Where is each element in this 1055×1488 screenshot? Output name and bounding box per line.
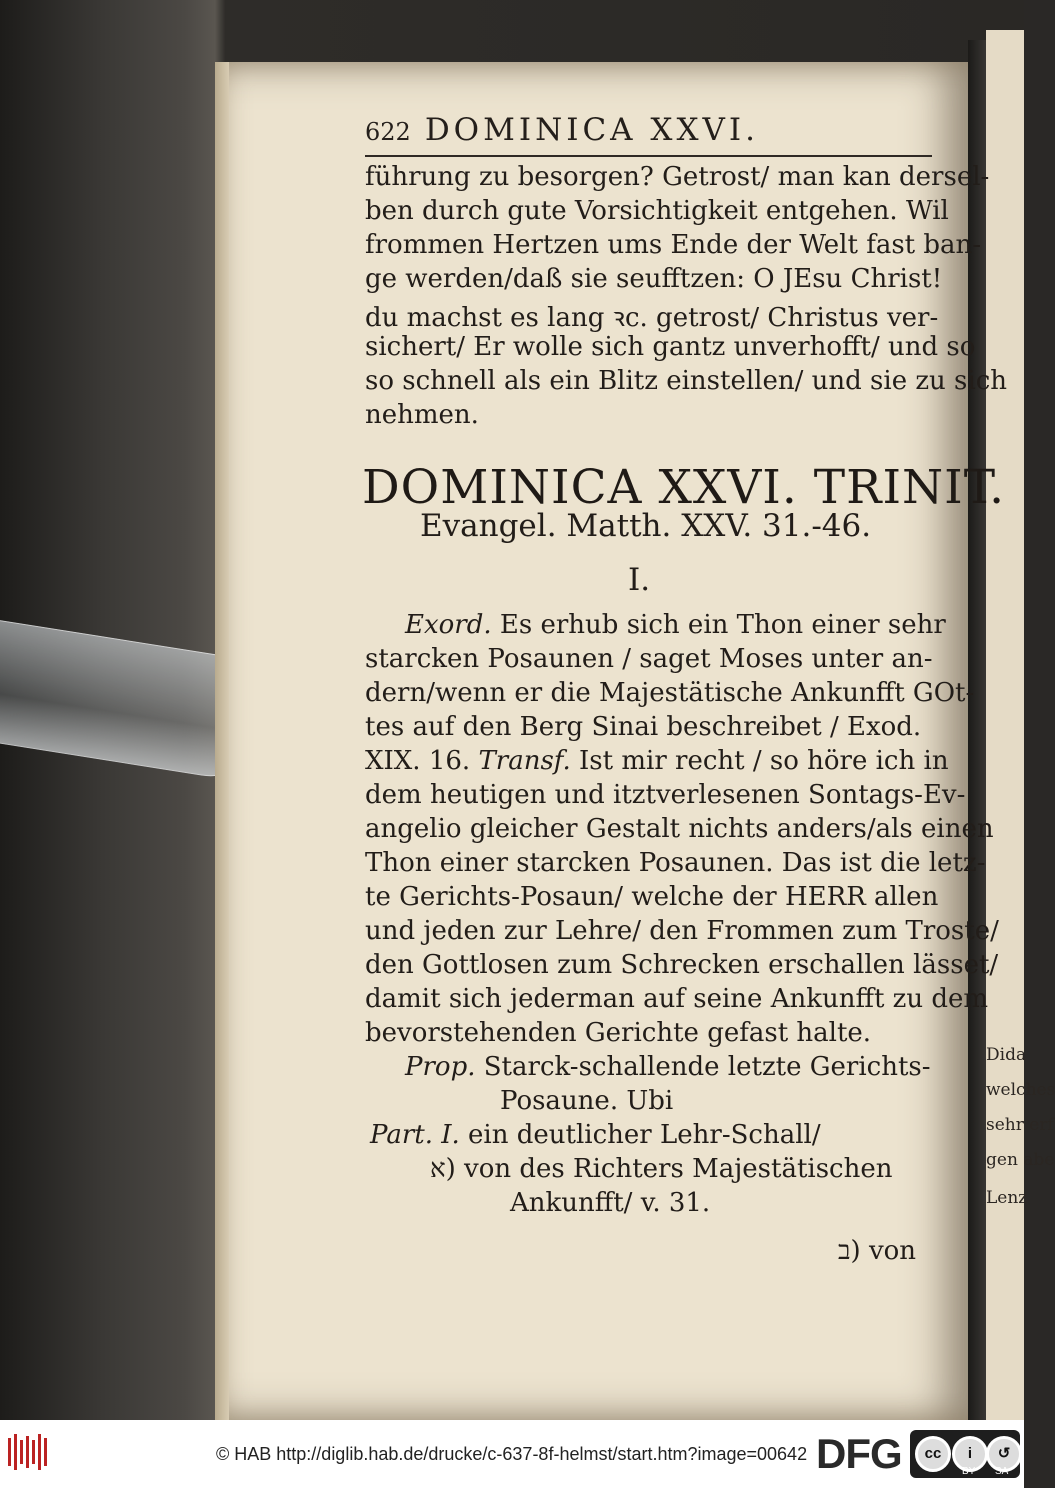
prop-text: Starck-schallende letzte Gerichts- (483, 1052, 931, 1082)
prop-line (405, 1052, 931, 1082)
part-line (370, 1120, 821, 1150)
running-title: DOMINICA XXVI. (424, 112, 760, 148)
prop-line (500, 1086, 673, 1116)
cc-sa-label: SA (995, 1466, 1009, 1477)
body-line (405, 610, 946, 640)
facing-text: welches (986, 1080, 1055, 1100)
text-line: führung zu besorgen? Getrost/ man kan dersel- (365, 162, 990, 192)
text-line: frommen Hertzen ums Ende der Welt fast ban- (365, 230, 982, 260)
section-subtitle: Evangel. Matth. XXV. 31.-46. (420, 508, 872, 544)
body-line: bevorstehenden Gerichte gefast halte. (365, 1018, 872, 1048)
body-line: den Gottlosen zum Schrecken erschallen lässet/ (365, 950, 999, 980)
body-text: Ist mir recht / so höre ich in (579, 746, 949, 776)
share-alike-icon: ↺ (986, 1436, 1022, 1472)
header-rule (365, 155, 932, 157)
cc-icon: cc (915, 1436, 951, 1472)
text-line: so schnell als ein Blitz einstellen/ und sie zu sich (365, 366, 1008, 396)
part-line: א) von des Richters Majestätischen (430, 1154, 893, 1184)
facing-text: gen abe (986, 1150, 1055, 1170)
body-text: XIX. 16. (365, 746, 471, 776)
body-line: und jeden zur Lehre/ den Frommen zum Troste/ (365, 916, 999, 946)
prop-ubi: Ubi (626, 1086, 674, 1116)
body-line: starcken Posaunen / saget Moses unter an- (365, 644, 933, 674)
body-line: damit sich jederman auf seine Ankunfft zu dem (365, 984, 989, 1014)
body-line: Thon einer starcken Posaunen. Das ist die letz- (365, 848, 986, 878)
facing-text: Dida (986, 1045, 1027, 1065)
cc-license-badge[interactable] (910, 1430, 1020, 1478)
running-header (365, 112, 759, 148)
page-number: 622 (365, 118, 411, 146)
facing-text: Lenz (986, 1188, 1028, 1208)
section-title: DOMINICA XXVI. TRINIT. (362, 460, 1006, 515)
margin-label: Part. I. (370, 1120, 460, 1150)
footer-bar (0, 1420, 1024, 1488)
text-line: ben durch gute Vorsichtigkeit entgehen. Wil (365, 196, 949, 226)
text-line: ge werden/daß sie seufftzen: O JEsu Christ! (365, 264, 943, 294)
body-line: tes auf den Berg Sinai beschreibet / Exod. (365, 712, 922, 742)
catchword: ב) von (838, 1236, 917, 1266)
copyright-link[interactable]: © HAB http://diglib.hab.de/drucke/c-637-8f-helmst/start.htm?image=00642 (216, 1444, 808, 1464)
body-line: dern/wenn er die Majestätische Ankunfft GOt- (365, 678, 975, 708)
text-line: du machst es lang ꝛc. getrost/ Christus ver- (365, 303, 939, 333)
text-line: nehmen. (365, 400, 479, 430)
dfg-logo: DFG (816, 1430, 902, 1477)
body-line (365, 746, 949, 776)
part-text: ein deutlicher Lehr-Schall/ (468, 1120, 821, 1150)
cc-by-label: BY (962, 1466, 976, 1477)
part-line: Ankunfft/ v. 31. (510, 1188, 711, 1218)
margin-label: Exord. (405, 610, 492, 640)
prop-text: Posaune. (500, 1086, 619, 1116)
body-line: dem heutigen und itztverlesenen Sontags-Ev- (365, 780, 966, 810)
margin-label: Transf. (478, 746, 571, 776)
body-line: te Gerichts-Posaun/ welche der HERR allen (365, 882, 939, 912)
text-line: sichert/ Er wolle sich gantz unverhofft/ und so (365, 332, 976, 362)
body-text: Es erhub sich ein Thon einer sehr (499, 610, 946, 640)
margin-label: Prop. (405, 1052, 476, 1082)
facing-page-fragment (986, 30, 1055, 1420)
section-numeral: I. (628, 562, 651, 598)
library-logo-icon (6, 1430, 50, 1474)
page-edge (215, 62, 229, 1420)
attribution-icon: i (952, 1436, 988, 1472)
body-line: angelio gleicher Gestalt nichts anders/als einen (365, 814, 994, 844)
facing-text: sehr erf (986, 1115, 1054, 1135)
